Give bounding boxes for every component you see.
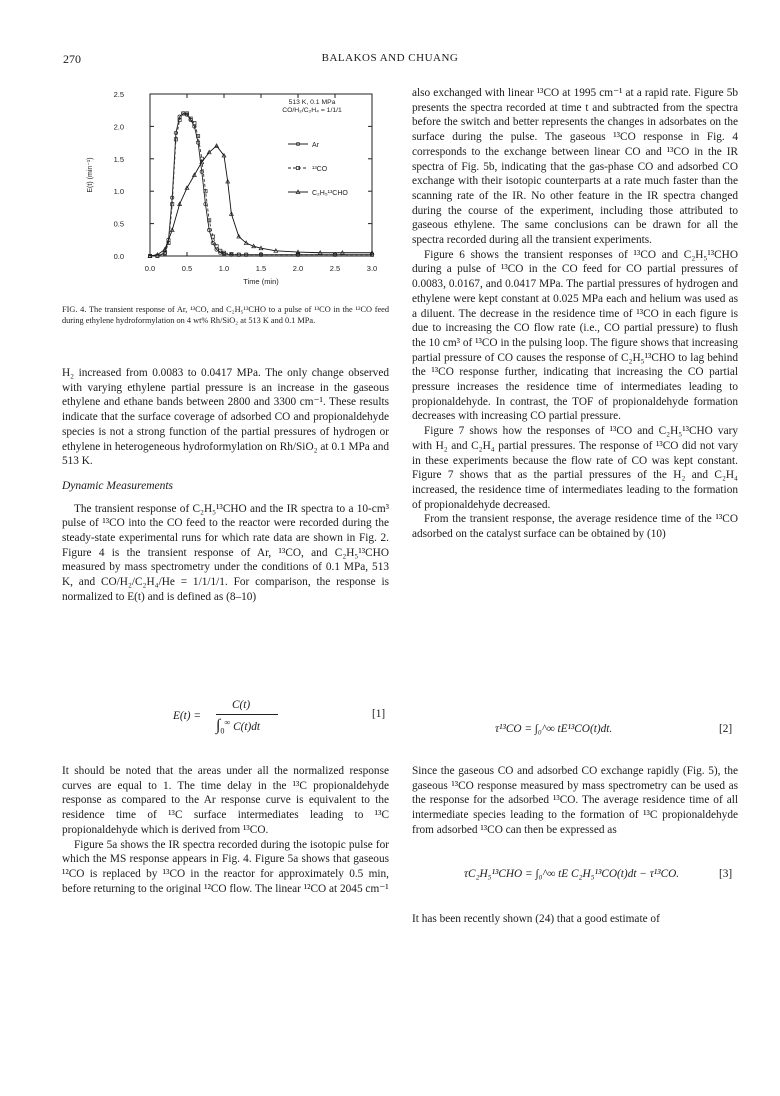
left-paragraph-1: H₂ increased from 0.0083 to 0.0417 MPa. The only change observed with varying ethylene partial pressure is an increase in the gaseous ethylene and ethane bands between 2800 and 3300 cm⁻¹. These results indicate that the surface coverage of adsorbed CO and propionaldehyde species is not a strong function of the partial pressures of hydrogen or ethylene in heterogeneous hydroformylation on Rh/SiO₂ at 0.1 MPa and 513 K. [62,367,389,468]
left-paragraph-2: The transient response of C₂H₅¹³CHO and the IR spectra to a 10-cm³ pulse of ¹³CO into the CO feed to the reactor were recorded during the steady-state experimental runs for which rate data are shown in Fig. 2. Figure 4 is the transient response of Ar, ¹³CO, and C₂H₅¹³CHO measured by mass spectrometry under the conditions of 0.1 MPa, 513 K, and CO/H₂/C₂H₄/He = 1/1/1/1. For comparison, the response is normalized to E(t) and is defined as (8–10) [62,502,389,603]
equation-2-number: [2] [719,723,733,735]
x-tick-label: 1.5 [255,264,267,273]
left-paragraph-4: Figure 5a shows the IR spectra recorded during the isotopic pulse for which the MS response appears in Fig. 4. Figure 5a shows that gaseous ¹²CO is replaced by ¹³CO in the reactor for approximately 0.5 min, before returning to the original ¹²CO flow. The linear ¹²CO at 2045 cm⁻¹ [62,838,389,895]
page-number: 270 [63,52,81,66]
y-tick-label: 0.5 [113,219,124,229]
equation-3: τC₂H₅¹³CHO = ∫₀^∞ tE C₂H₅¹³CO(t)dt − τ¹³CO. [464,868,680,880]
equation-1-lhs: E(t) = [173,710,202,722]
y-tick-label: 2.0 [113,122,124,132]
y-tick-label: 2.5 [113,90,124,99]
series-line-2 [150,146,372,256]
x-axis-label: Time (min) [243,277,279,286]
running-head: BALAKOS AND CHUANG [321,52,459,64]
equation-2: τ¹³CO = ∫₀^∞ tE¹³CO(t)dt. [495,723,613,735]
plot-frame [150,94,372,256]
equation-1-fraction-bar [216,714,278,715]
figure-caption: FIG. 4. The transient response of Ar, ¹³CO, and C₂H₅¹³CHO to a pulse of ¹³CO in the ¹²CO feed during ethylene hydroformylation on 4 wt% Rh/SiO₂ at 513 K and 0.1 MPa. [62,305,389,325]
legend-label-2: C₂H₅¹³CHO [312,190,348,197]
right-paragraph-1: also exchanged with linear ¹³CO at 1995 cm⁻¹ at a rapid rate. Figure 5b presents the spectra recorded at time t and subtracted from the spectra before the switch and better represents the changes in adsorbates on the surface during the pulse. The gaseous ¹³CO response in Fig. 4 corresponds to the exchange between linear CO and ¹³CO in the IR spectra of Fig. 5b, indicating that the gas-phase CO and adsorbed CO exchange with their isotopic counterparts at a rate much faster than the scanning rate of the IR. No other feature in the IR spectra changed during the course of the experiment, including those attributed to gaseous ethylene. The same conclusions can be drawn for all the spectra recorded during all the transient experiments. [412,87,738,247]
equation-3-number: [3] [719,868,733,880]
equation-1-number: [1] [372,708,386,720]
right-column-middle [412,764,738,838]
chart-subtitle: CO/H₂/C₂H₄ = 1/1/1 [282,107,342,114]
legend-label-1: ¹³CO [312,166,328,173]
y-axis-label: E(t) (min⁻¹) [87,157,94,193]
y-tick-label: 1.5 [113,154,124,164]
x-tick-label: 2.5 [329,264,341,273]
x-tick-label: 1.0 [218,264,230,273]
right-paragraph-5: Since the gaseous CO and adsorbed CO exchange rapidly (Fig. 5), the gaseous ¹³CO response measured by mass spectrometry can be used as the response for the adsorbed ¹³CO. The average residence time of all intermediate species leading to the formation of ¹³C propionaldehyde from adsorbed ¹³CO can then be expressed as [412,765,738,836]
right-column-bottom [412,912,738,927]
x-tick-label: 0.5 [181,264,193,273]
equation-1-denominator: $\int_0^\infty$ C(t)dt [216,717,261,736]
y-tick-label: 0.0 [113,252,124,261]
left-column-top [62,366,389,605]
right-paragraph-6: It has been recently shown (24) that a good estimate of [412,913,660,925]
chart-title: 513 K, 0.1 MPa [288,99,336,106]
legend-label-0: Ar [312,142,319,149]
figure-4-chart [62,86,392,304]
y-tick-label: 1.0 [113,187,124,197]
right-paragraph-3: Figure 7 shows how the responses of ¹³CO and C₂H₅¹³CHO vary with H₂ and C₂H₄ partial pressures. The response of ¹³CO did not vary in these experiments because the flow rate of CO was kept constant. Figure 7 shows that as the partial pressures of the H₂ and C₂H₄ increased, the residence time of intermediates leading to the formation of propionaldehyde decreased. [412,425,738,511]
x-tick-label: 2.0 [292,264,304,273]
section-heading-dynamic-measurements: Dynamic Measurements [62,479,174,492]
right-paragraph-2: Figure 6 shows the transient responses of ¹³CO and C₂H₅¹³CHO during a pulse of ¹³CO in the CO feed for CO partial pressures of 0.0083, 0.0167, and 0.0417 MPa. The partial pressures of hydrogen and ethylene were kept constant at 0.025 MPa each and helium was used as a diluent. The decrease in the residence time of ¹³CO in each figure is due to increasing the CO flow rate (i.e., CO partial pressure) to flush the 10 cm³ of ¹³CO in the pulsing loop. The figure shows that increasing partial pressure of CO causes the response of C₂H₅¹³CHO to lag behind the ¹³CO response further, indicating that increasing the CO partial pressure increases the residence time of intermediates leading to propionaldehyde. In contrast, the TOF of propionaldehyde formation decreases with increasing CO partial pressure. [412,248,738,423]
left-paragraph-3: It should be noted that the areas under all the normalized response curves are equal to 1. The time delay in the ¹³C propionaldehyde response as compared to the Ar response curve is equivalent to the residence time of ¹³C surface intermediates leading to ¹³C propionaldehyde which is derived from ¹³CO. [62,765,389,836]
right-column-top [412,86,738,542]
left-column-bottom [62,764,389,896]
x-tick-label: 3.0 [366,264,378,273]
equation-1-numerator: C(t) [232,699,251,711]
x-tick-label: 0.0 [144,264,156,273]
series-line-1 [150,113,372,256]
right-paragraph-4: From the transient response, the average residence time of the ¹³CO adsorbed on the catalyst surface can be obtained by (10) [412,513,738,541]
series-line-0 [150,113,372,256]
